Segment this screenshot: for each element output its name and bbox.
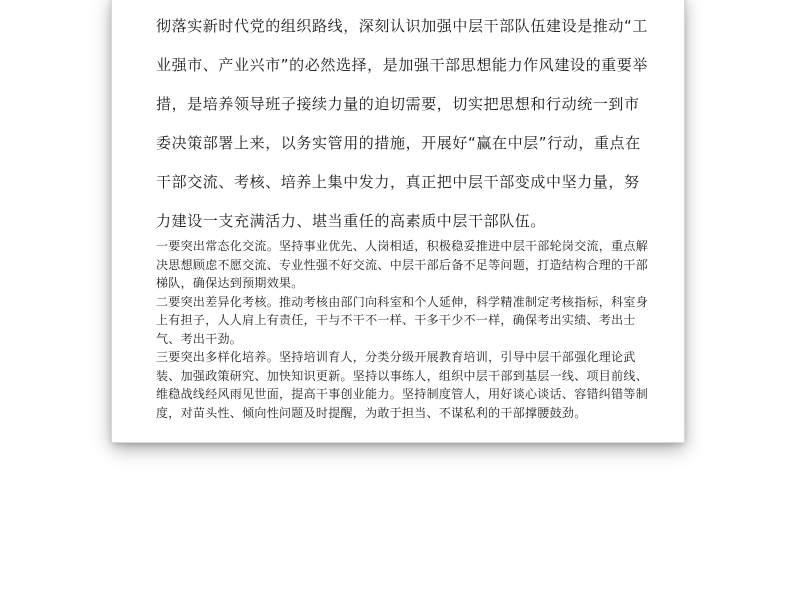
section-1-paragraph: 一要突出常态化交流。坚持事业优先、人岗相适，积极稳妥推进中层干部轮岗交流，重点解决思想顾虑不愿交流、专业性强不好交流、中层干部后备不足等问题，打造结构合理的干部梯队，确保达到预期效果。 <box>156 239 649 290</box>
document-page <box>112 0 684 442</box>
section-3-paragraph: 三要突出多样化培养。坚持培训育人，分类分级开展教育培训，引导中层干部强化理论武装、加强政策研究、加快知识更新。坚持以事练人，组织中层干部到基层一线、项目前线、维稳战线经风雨见世面，提高干事创业能力。坚持制度管人，用好谈心谈话、容错纠错等制度，对苗头性、倾向性问题及时提醒，为敢于担当、不谋私利的干部撑腰鼓劲。 <box>156 350 649 420</box>
intro-paragraph: 彻落实新时代党的组织路线，深刻认识加强中层干部队伍建设是推动“工业强市、产业兴市”的必然选择，是加强干部思想能力作风建设的重要举措，是培养领导班子接续力量的迫切需要，切实把思想和行动统一到市委决策部署上来，以务实管用的措施，开展好“赢在中层”行动，重点在干部交流、考核、培养上集中发力，真正把中层干部变成中坚力量，努力建设一支充满活力、堪当重任的高素质中层干部队伍。 <box>156 17 648 230</box>
sections-list <box>156 237 650 422</box>
section-2-paragraph: 二要突出差异化考核。推动考核由部门向科室和个人延伸，科学精准制定考核指标，科室身上有担子，人人肩上有责任，干与不干不一样、干多干少不一样，确保考出实绩、考出士气、考出干劲。 <box>156 294 649 346</box>
